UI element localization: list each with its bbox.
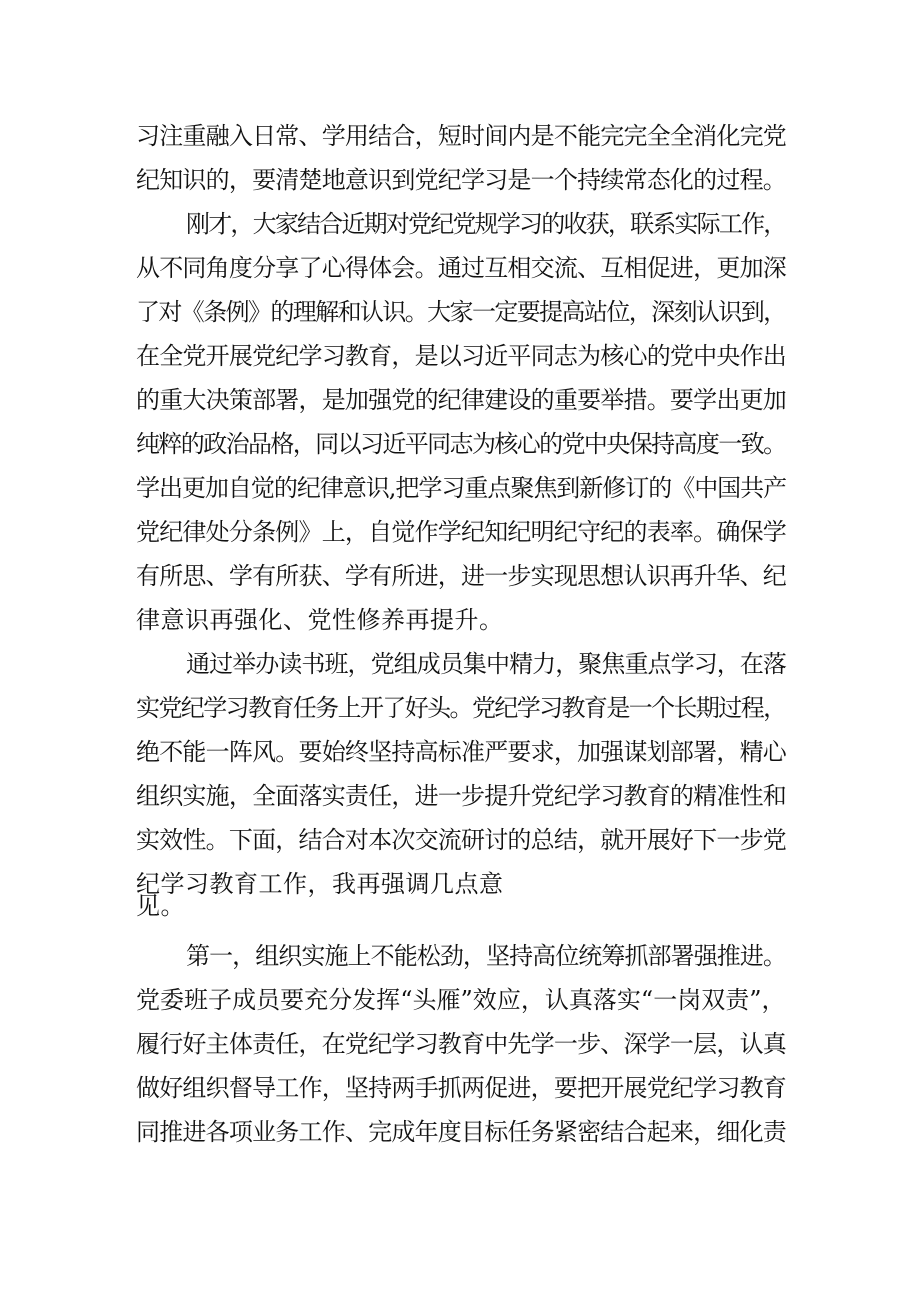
text-line: 纯粹的政治品格，同以习近平同志为核心的党中央保持高度一致。 [136,430,786,458]
text-line: 通过举办读书班，党组成员集中精力，聚焦重点学习，在落 [186,650,786,678]
text-line: 组织实施，全面落实责任，进一步提升党纪学习教育的精准性和 [136,782,786,810]
text-line: 刚才，大家结合近期对党纪党规学习的收获，联系实际工作， [186,210,786,238]
text-line: 同推进各项业务工作、完成年度目标任务紧密结合起来，细化责 [136,1118,786,1146]
text-line: 在全党开展党纪学习教育，是以习近平同志为核心的党中央作出 [136,342,786,370]
text-line: 有所思、学有所获、学有所进，进一步实现思想认识再升华、纪 [136,562,786,590]
text-line: 律意识再强化、党性修养再提升。 [136,606,504,634]
text-line: 党纪律处分条例》上，自觉作学纪知纪明纪守纪的表率。确保学 [136,518,786,546]
text-line: 从不同角度分享了心得体会。通过互相交流、互相促进，更加深 [136,254,786,282]
text-line: 实效性。下面，结合对本次交流研讨的总结，就开展好下一步党 [136,826,786,854]
text-line: 履行好主体责任，在党纪学习教育中先学一步、深学一层，认真 [136,1030,786,1058]
text-line: 第一，组织实施上不能松劲，坚持高位统筹抓部署强推进。 [186,942,786,970]
text-line: 纪学习教育工作，我再强调几点意 [136,870,504,898]
text-line: 学出更加自觉的纪律意识,把学习重点聚焦到新修订的《中国共产 [136,474,787,502]
text-line: 做好组织督导工作，坚持两手抓两促进，要把开展党纪学习教育 [136,1074,786,1102]
text-line: 党委班子成员要充分发挥“头雁”效应，认真落实“一岗双责”， [136,986,786,1014]
text-line: 实党纪学习教育任务上开了好头。党纪学习教育是一个长期过程， [136,694,786,722]
text-line: 了对《条例》的理解和认识。大家一定要提高站位，深刻认识到， [136,298,786,326]
text-line: 见。 [136,892,185,920]
text-line: 纪知识的，要清楚地意识到党纪学习是一个持续常态化的过程。 [136,166,786,194]
text-line: 的重大决策部署，是加强党的纪律建设的重要举措。要学出更加 [136,386,786,414]
text-line: 习注重融入日常、学用结合，短时间内是不能完完全全消化完党 [136,122,786,150]
text-line: 绝不能一阵风。要始终坚持高标准严要求，加强谋划部署，精心 [136,738,786,766]
